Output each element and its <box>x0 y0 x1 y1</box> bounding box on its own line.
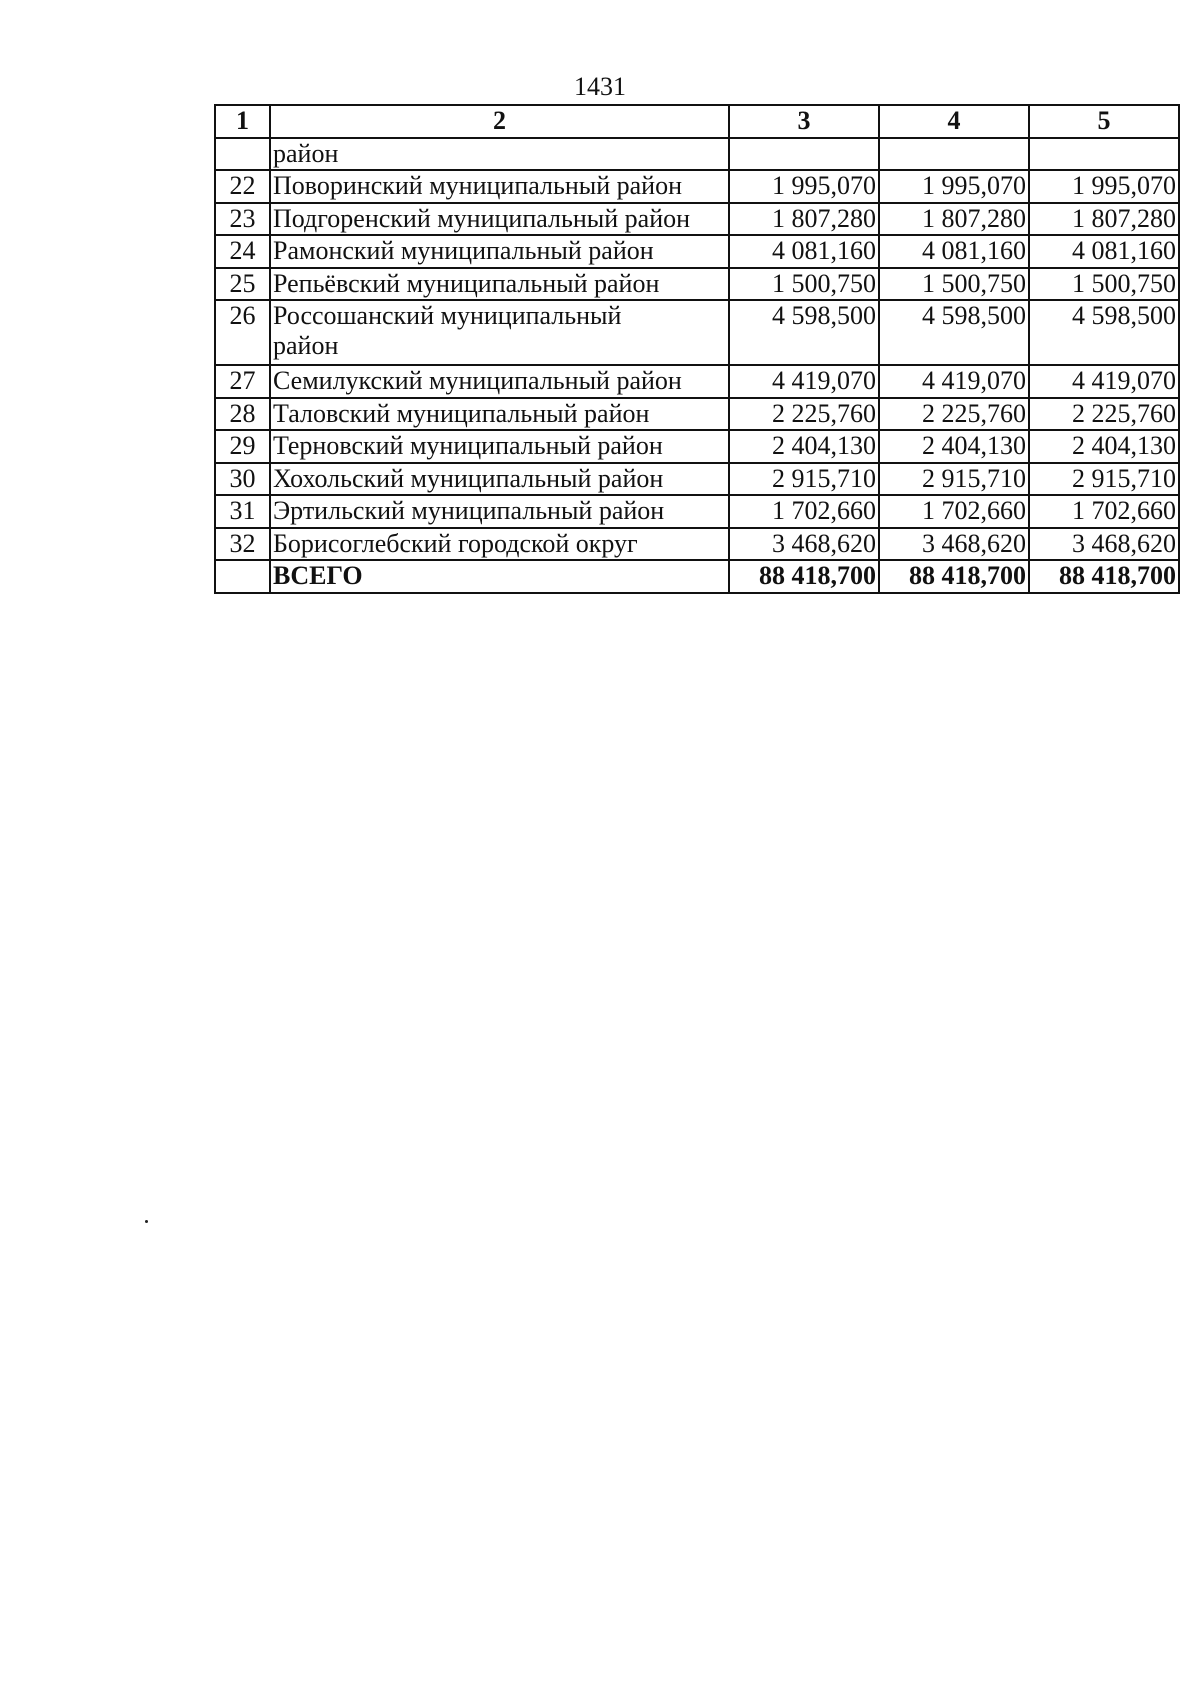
value-cell-4: 4 419,070 <box>879 365 1029 398</box>
value-cell-3: 1 500,750 <box>729 268 879 301</box>
value-cell-3: 1 807,280 <box>729 203 879 236</box>
table-row <box>215 300 1179 365</box>
value-cell-5: 4 419,070 <box>1029 365 1179 398</box>
row-number-cell: 32 <box>215 528 270 561</box>
row-number-cell: 29 <box>215 430 270 463</box>
table-row <box>215 365 1179 398</box>
value-cell-4: 2 404,130 <box>879 430 1029 463</box>
table-row <box>215 170 1179 203</box>
value-cell-4: 2 225,760 <box>879 398 1029 431</box>
value-cell-4: 1 995,070 <box>879 170 1029 203</box>
table-row <box>215 268 1179 301</box>
value-cell-5: 1 807,280 <box>1029 203 1179 236</box>
district-name-cell: Эртильский муниципальный район <box>270 495 729 528</box>
row-number-cell: 25 <box>215 268 270 301</box>
row-number-cell: 30 <box>215 463 270 496</box>
table-row-continuation <box>215 138 1179 171</box>
value-cell-3: 2 225,760 <box>729 398 879 431</box>
total-label-cell: ВСЕГО <box>270 560 729 593</box>
value-cell-5: 1 500,750 <box>1029 268 1179 301</box>
value-cell-4: 2 915,710 <box>879 463 1029 496</box>
header-cell-3: 3 <box>729 105 879 138</box>
total-value-cell-4: 88 418,700 <box>879 560 1029 593</box>
district-name-cell: Репьёвский муниципальный район <box>270 268 729 301</box>
district-name-cell: Таловский муниципальный район <box>270 398 729 431</box>
table-row <box>215 528 1179 561</box>
value-cell-3: 2 404,130 <box>729 430 879 463</box>
value-cell-5: 4 081,160 <box>1029 235 1179 268</box>
value-cell-5: 4 598,500 <box>1029 300 1179 365</box>
total-value-cell-5: 88 418,700 <box>1029 560 1179 593</box>
row-number-cell <box>215 560 270 593</box>
page-number: 1431 <box>574 72 626 101</box>
district-name-cell: Поворинский муниципальный район <box>270 170 729 203</box>
table-row <box>215 398 1179 431</box>
total-value-cell-3: 88 418,700 <box>729 560 879 593</box>
value-cell-3: 4 419,070 <box>729 365 879 398</box>
district-name-cell: Борисоглебский городской округ <box>270 528 729 561</box>
table-row <box>215 430 1179 463</box>
table-row <box>215 463 1179 496</box>
scan-speck <box>145 1220 148 1223</box>
value-cell-5: 1 702,660 <box>1029 495 1179 528</box>
district-name-cell: Хохольский муниципальный район <box>270 463 729 496</box>
total-row <box>215 560 1179 593</box>
value-cell-5: 2 915,710 <box>1029 463 1179 496</box>
header-cell-5: 5 <box>1029 105 1179 138</box>
district-name-line-1: Россошанский муниципальный <box>273 301 622 330</box>
value-cell-4: 4 598,500 <box>879 300 1029 365</box>
row-number-cell: 27 <box>215 365 270 398</box>
district-name-cell: Семилукский муниципальный район <box>270 365 729 398</box>
row-number-cell: 23 <box>215 203 270 236</box>
value-cell-5: 1 995,070 <box>1029 170 1179 203</box>
table-row <box>215 495 1179 528</box>
value-cell-4: 1 500,750 <box>879 268 1029 301</box>
value-cell-3: 4 081,160 <box>729 235 879 268</box>
value-cell-4: 1 702,660 <box>879 495 1029 528</box>
district-name-line-2: район <box>273 331 339 360</box>
value-cell-4: 1 807,280 <box>879 203 1029 236</box>
value-cell-3: 3 468,620 <box>729 528 879 561</box>
value-cell-3: 1 702,660 <box>729 495 879 528</box>
district-name-cell: Подгоренский муниципальный район <box>270 203 729 236</box>
header-row <box>215 105 1179 138</box>
value-cell-3: 1 995,070 <box>729 170 879 203</box>
row-number-cell: 24 <box>215 235 270 268</box>
value-cell-3 <box>729 138 879 171</box>
row-number-cell: 26 <box>215 300 270 365</box>
header-cell-4: 4 <box>879 105 1029 138</box>
district-name-cell <box>270 300 729 365</box>
value-cell-5 <box>1029 138 1179 171</box>
value-cell-4 <box>879 138 1029 171</box>
district-name-cell: район <box>270 138 729 171</box>
table-row <box>215 203 1179 236</box>
header-cell-2: 2 <box>270 105 729 138</box>
value-cell-3: 4 598,500 <box>729 300 879 365</box>
header-cell-1: 1 <box>215 105 270 138</box>
district-name-cell: Рамонский муниципальный район <box>270 235 729 268</box>
value-cell-4: 3 468,620 <box>879 528 1029 561</box>
row-number-cell: 28 <box>215 398 270 431</box>
table-row <box>215 235 1179 268</box>
budget-table <box>214 104 1180 594</box>
row-number-cell <box>215 138 270 171</box>
value-cell-5: 2 404,130 <box>1029 430 1179 463</box>
value-cell-5: 2 225,760 <box>1029 398 1179 431</box>
district-name-cell: Терновский муниципальный район <box>270 430 729 463</box>
row-number-cell: 22 <box>215 170 270 203</box>
value-cell-5: 3 468,620 <box>1029 528 1179 561</box>
row-number-cell: 31 <box>215 495 270 528</box>
value-cell-4: 4 081,160 <box>879 235 1029 268</box>
value-cell-3: 2 915,710 <box>729 463 879 496</box>
